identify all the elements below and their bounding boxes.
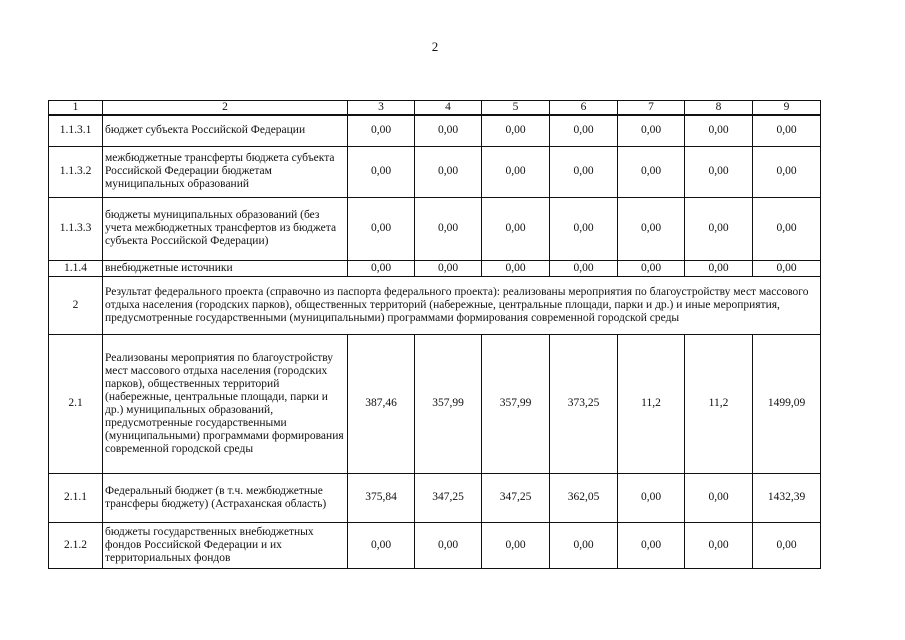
row-value: 362,05	[550, 473, 618, 522]
column-header: 4	[415, 101, 482, 116]
row-value: 0,00	[685, 522, 753, 568]
row-value: 0,00	[482, 522, 550, 568]
row-value: 11,2	[618, 334, 685, 473]
row-value: 357,99	[415, 334, 482, 473]
row-code: 2.1	[49, 334, 103, 473]
row-value: 1499,09	[753, 334, 821, 473]
row-code: 1.1.3.2	[49, 146, 103, 197]
row-name: бюджет субъекта Российской Федерации	[103, 115, 348, 146]
budget-table	[48, 100, 821, 569]
row-value: 0,00	[753, 197, 821, 260]
column-header: 6	[550, 101, 618, 116]
row-value: 0,00	[415, 115, 482, 146]
row-value: 0,00	[618, 197, 685, 260]
row-value: 0,00	[753, 146, 821, 197]
row-code: 1.1.3.3	[49, 197, 103, 260]
row-value: 0,00	[550, 522, 618, 568]
column-header: 5	[482, 101, 550, 116]
row-value: 0,00	[550, 115, 618, 146]
row-value: 0,00	[685, 197, 753, 260]
row-code: 1.1.4	[49, 260, 103, 276]
table-row	[49, 197, 821, 260]
row-name: Реализованы мероприятия по благоустройству мест массового отдыха населения (городских парков), общественных территорий (набережные, центральные площади, парки и др.) муниципальных образований, предусмотренные государственными (муниципальными) программами формирования современной городской среды	[103, 334, 348, 473]
row-value: 0,00	[550, 146, 618, 197]
column-header: 7	[618, 101, 685, 116]
row-value: 0,00	[618, 522, 685, 568]
row-value: 0,00	[348, 522, 415, 568]
row-value: 0,00	[550, 260, 618, 276]
row-value: 0,00	[415, 146, 482, 197]
row-value: 0,00	[348, 260, 415, 276]
page-number: 2	[431, 39, 439, 54]
row-value: 0,00	[618, 473, 685, 522]
row-value: 373,25	[550, 334, 618, 473]
row-value: 0,00	[415, 260, 482, 276]
column-header: 2	[103, 101, 348, 116]
row-value: 0,00	[685, 473, 753, 522]
row-value: 11,2	[685, 334, 753, 473]
row-name: внебюджетные источники	[103, 260, 348, 276]
row-value: 0,00	[415, 197, 482, 260]
row-value: 0,00	[348, 146, 415, 197]
row-value: 0,00	[550, 197, 618, 260]
row-value: 0,00	[753, 115, 821, 146]
column-header: 8	[685, 101, 753, 116]
table-row	[49, 260, 821, 276]
row-value: 1432,39	[753, 473, 821, 522]
row-value: 0,00	[618, 115, 685, 146]
row-value: 0,00	[482, 260, 550, 276]
row-value: 0,00	[348, 197, 415, 260]
row-value: 0,00	[415, 522, 482, 568]
row-value: 0,00	[685, 115, 753, 146]
table-header-row	[49, 101, 821, 116]
row-value: 0,00	[482, 146, 550, 197]
row-value: 0,00	[618, 146, 685, 197]
row-value: 0,00	[482, 115, 550, 146]
row-name: бюджеты государственных внебюджетных фондов Российской Федерации и их территориальных фондов	[103, 522, 348, 568]
row-value: 357,99	[482, 334, 550, 473]
table-row	[49, 276, 821, 334]
row-value: 0,00	[685, 146, 753, 197]
row-value: 0,00	[753, 260, 821, 276]
row-code: 1.1.3.1	[49, 115, 103, 146]
table-row	[49, 146, 821, 197]
row-value: 0,00	[482, 197, 550, 260]
row-value: 387,46	[348, 334, 415, 473]
table-row	[49, 473, 821, 522]
row-value: 0,00	[348, 115, 415, 146]
row-code: 2.1.2	[49, 522, 103, 568]
row-value: 0,00	[618, 260, 685, 276]
table-row	[49, 522, 821, 568]
row-value: 347,25	[415, 473, 482, 522]
row-name: Федеральный бюджет (в т.ч. межбюджетные трансферы бюджету) (Астраханская область)	[103, 473, 348, 522]
table-row	[49, 334, 821, 473]
row-value: 375,84	[348, 473, 415, 522]
row-name: межбюджетные трансферты бюджета субъекта Российской Федерации бюджетам муниципальных образований	[103, 146, 348, 197]
column-header: 1	[49, 101, 103, 116]
row-code: 2	[49, 276, 103, 334]
row-value: 347,25	[482, 473, 550, 522]
table-row	[49, 115, 821, 146]
row-code: 2.1.1	[49, 473, 103, 522]
row-name: бюджеты муниципальных образований (без учета межбюджетных трансфертов из бюджета субъекта Российской Федерации)	[103, 197, 348, 260]
section-result-text: Результат федерального проекта (справочно из паспорта федерального проекта): реализованы мероприятия по благоустройству мест массового отдыха населения (городских парков), общественных территорий (набережные, центральные площади, парки и др.) и иные мероприятия, предусмотренные государственными (муниципальными) программами формирования современной городской среды	[103, 276, 821, 334]
row-value: 0,00	[685, 260, 753, 276]
column-header: 3	[348, 101, 415, 116]
row-value: 0,00	[753, 522, 821, 568]
column-header: 9	[753, 101, 821, 116]
